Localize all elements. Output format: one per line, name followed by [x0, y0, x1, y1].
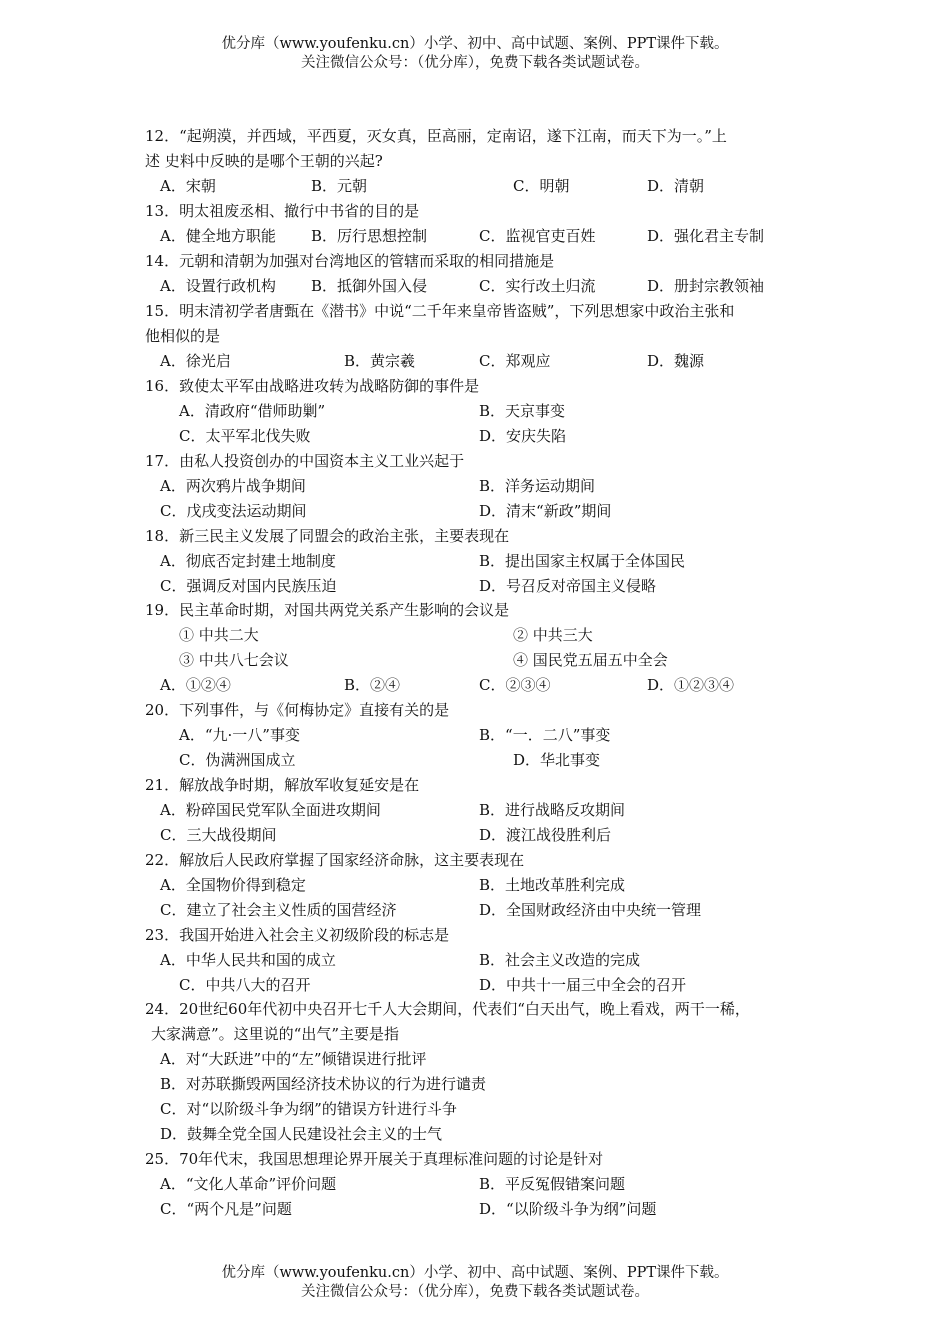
- q14-option-a: A．设置行政机构: [160, 277, 276, 295]
- q16-option-c: C．太平军北伐失败: [179, 427, 311, 445]
- q12-option-a: A．宋朝: [160, 177, 216, 195]
- q23-option-b: B．社会主义改造的完成: [479, 951, 641, 969]
- q13-option-b: B．厉行思想控制: [311, 227, 428, 245]
- q14-option-d: D．册封宗教领袖: [647, 277, 765, 295]
- q21-option-d: D．渡江战役胜利后: [479, 826, 612, 844]
- q21-option-b: B．进行战略反攻期间: [479, 801, 626, 819]
- q19-option-d: D．①②③④: [647, 676, 735, 694]
- q24-option-c: C．对“以阶级斗争为纲”的错误方针进行斗争: [160, 1100, 457, 1118]
- page-footer: [0, 1264, 950, 1302]
- q19-stem-line1: 19．民主革命时期，对国共两党关系产生影响的会议是: [145, 601, 510, 619]
- q17-stem-line1: 17．由私人投资创办的中国资本主义工业兴起于: [145, 452, 465, 470]
- q23-stem-line1: 23．我国开始进入社会主义初级阶段的标志是: [145, 926, 450, 944]
- q22-option-a: A．全国物价得到稳定: [160, 876, 306, 894]
- q21-option-a: A．粉碎国民党军队全面进攻期间: [160, 801, 381, 819]
- q19-option-a: A．①②④: [160, 676, 231, 694]
- q18-option-c: C．强调反对国内民族压迫: [160, 577, 337, 595]
- q13-option-c: C．监视官吏百姓: [479, 227, 596, 245]
- q19-item-3: ③ 中共八七会议: [179, 651, 289, 669]
- q14-option-c: C．实行改土归流: [479, 277, 596, 295]
- q19-item-2: ② 中共三大: [513, 626, 593, 644]
- q18-option-d: D．号召反对帝国主义侵略: [479, 577, 657, 595]
- q16-stem-line1: 16．致使太平军由战略进攻转为战略防御的事件是: [145, 377, 480, 395]
- q25-option-c: C．“两个凡是”问题: [160, 1200, 292, 1218]
- q22-stem-line1: 22．解放后人民政府掌握了国家经济命脉，这主要表现在: [145, 851, 525, 869]
- q15-option-d: D．魏源: [647, 352, 705, 370]
- q15-option-a: A．徐光启: [160, 352, 231, 370]
- q16-option-b: B．天京事变: [479, 402, 566, 420]
- q17-option-c: C．戊戌变法运动期间: [160, 502, 307, 520]
- q12-stem-line1: 12．“起朔漠，并西域，平西夏，灭女真，臣高丽，定南诏，遂下江南，而天下为一。”上: [145, 127, 727, 145]
- q20-stem-line1: 20．下列事件，与《何梅协定》直接有关的是: [145, 701, 450, 719]
- q12-option-d: D．清朝: [647, 177, 705, 195]
- q12-stem-line2: 述 史料中反映的是哪个王朝的兴起?: [145, 152, 383, 170]
- q24-stem-line1: 24．20世纪60年代初中央召开七千人大会期间，代表们“白天出气，晚上看戏，两干一稀，: [145, 1000, 750, 1018]
- q23-option-d: D．中共十一届三中全会的召开: [479, 976, 687, 994]
- q23-option-c: C．中共八大的召开: [179, 976, 311, 994]
- page-header: [0, 35, 950, 73]
- q19-item-1: ① 中共二大: [179, 626, 259, 644]
- q18-option-b: B．提出国家主权属于全体国民: [479, 552, 686, 570]
- q14-stem-line1: 14．元朝和清朝为加强对台湾地区的管辖而采取的相同措施是: [145, 252, 555, 270]
- q22-option-b: B．土地改革胜利完成: [479, 876, 626, 894]
- q14-option-b: B．抵御外国入侵: [311, 277, 428, 295]
- q19-option-c: C．②③④: [479, 676, 551, 694]
- q22-option-d: D．全国财政经济由中央统一管理: [479, 901, 702, 919]
- q25-option-d: D．“以阶级斗争为纲”问题: [479, 1200, 657, 1218]
- header-line-2: 关注微信公众号：（优分库），免费下载各类试题试卷。: [301, 55, 649, 71]
- q20-option-b: B．“一．二八”事变: [479, 726, 611, 744]
- q13-stem-line1: 13．明太祖废丞相、撤行中书省的目的是: [145, 202, 420, 220]
- q19-option-b: B．②④: [344, 676, 401, 694]
- q15-stem-line2: 他相似的是: [145, 327, 221, 345]
- q17-option-d: D．清末“新政”期间: [479, 502, 612, 520]
- q17-option-b: B．洋务运动期间: [479, 477, 596, 495]
- q21-stem-line1: 21．解放战争时期，解放军收复延安是在: [145, 776, 420, 794]
- q24-stem-line2: 大家满意”。这里说的“出气”主要是指: [151, 1025, 400, 1043]
- q25-stem-line1: 25．70年代末，我国思想理论界开展关于真理标准问题的讨论是针对: [145, 1150, 604, 1168]
- q25-option-b: B．平反冤假错案问题: [479, 1175, 626, 1193]
- q18-option-a: A．彻底否定封建土地制度: [160, 552, 336, 570]
- q24-option-d: D．鼓舞全党全国人民建设社会主义的士气: [160, 1125, 443, 1143]
- q12-option-c: C．明朝: [513, 177, 570, 195]
- q12-option-b: B．元朝: [311, 177, 368, 195]
- q20-option-a: A．“九·一八”事变: [179, 726, 300, 744]
- q15-option-b: B．黄宗羲: [344, 352, 416, 370]
- q15-option-c: C．郑观应: [479, 352, 551, 370]
- q24-option-b: B．对苏联撕毁两国经济技术协议的行为进行谴责: [160, 1075, 487, 1093]
- header-line-1: 优分库（www.youfenku.cn）小学、初中、高中试题、案例、PPT课件下载。: [221, 36, 729, 52]
- q16-option-d: D．安庆失陷: [479, 427, 567, 445]
- q17-option-a: A．两次鸦片战争期间: [160, 477, 306, 495]
- footer-line-2: 关注微信公众号：（优分库），免费下载各类试题试卷。: [301, 1284, 649, 1300]
- q24-option-a: A．对“大跃进”中的“左”倾错误进行批评: [160, 1050, 427, 1068]
- q13-option-a: A．健全地方职能: [160, 227, 276, 245]
- q18-stem-line1: 18．新三民主义发展了同盟会的政治主张，主要表现在: [145, 527, 510, 545]
- q20-option-d: D．华北事变: [513, 751, 601, 769]
- q21-option-c: C．三大战役期间: [160, 826, 277, 844]
- q19-item-4: ④ 国民党五届五中全会: [513, 651, 668, 669]
- q20-option-c: C．伪满洲国成立: [179, 751, 296, 769]
- q15-stem-line1: 15．明末清初学者唐甄在《潜书》中说“二千年来皇帝皆盗贼”，下列思想家中政治主张和: [145, 302, 735, 320]
- q23-option-a: A．中华人民共和国的成立: [160, 951, 336, 969]
- q22-option-c: C．建立了社会主义性质的国营经济: [160, 901, 397, 919]
- q13-option-d: D．强化君主专制: [647, 227, 765, 245]
- q25-option-a: A．“文化人革命”评价问题: [160, 1175, 337, 1193]
- footer-line-1: 优分库（www.youfenku.cn）小学、初中、高中试题、案例、PPT课件下载。: [221, 1265, 729, 1281]
- q16-option-a: A．清政府“借师助剿”: [179, 402, 326, 420]
